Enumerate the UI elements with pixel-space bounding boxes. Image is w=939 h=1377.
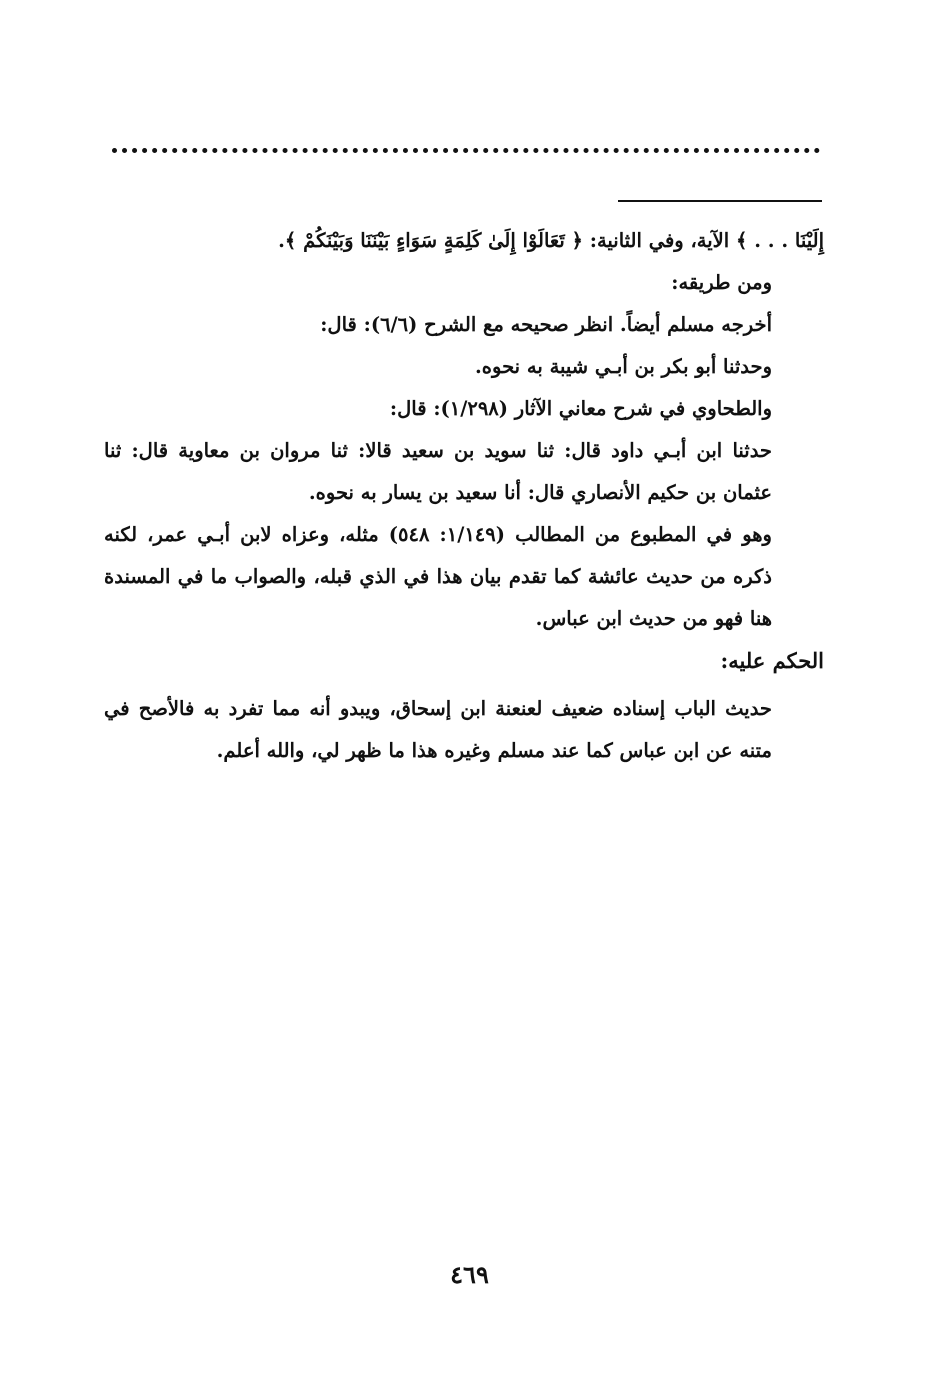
section-heading-ruling: الحكم عليه: xyxy=(720,648,824,673)
footnote-rule xyxy=(618,200,822,202)
paragraph-isnad: حدثنا ابن أبـي داود قال: ثنا سويد بن سعيد قالا: ثنا مروان بن معاوية قال: ثنا عثمان بن حكيم الأنصاري قال: أنا سعيد بن يسار به نحوه. xyxy=(104,439,772,504)
paragraph-from-its-path: ومن طريقه: xyxy=(671,271,772,294)
paragraph-matalib: وهو في المطبوع من المطالب (١/١٤٩: ٥٤٨) مثله، وعزاه لابن أبـي عمر، لكنه ذكره من حديث عائشة كما تقدم بيان هذا في الذي قبله، والصواب ما في المسندة هنا فهو من حديث ابن عباس. xyxy=(104,523,772,630)
line-quran-reference xyxy=(104,220,824,262)
line-prefix: إِلَيْنَا . . . ﴾ الآية، وفي الثانية: xyxy=(582,229,824,252)
paragraph-abu-bakr: وحدثنا أبو بكر بن أبـي شيبة به نحوه. xyxy=(475,355,772,378)
page-number: ٤٦٩ xyxy=(450,1260,489,1289)
paragraph-tahawi: والطحاوي في شرح معاني الآثار (١/٢٩٨): قال: xyxy=(389,397,772,420)
quran-verse: ﴿ تَعَالَوْا إِلَىٰ كَلِمَةٍ سَوَاءٍ بَيْنَنَا وَبَيْنَكُمْ ﴾ xyxy=(284,229,583,252)
paragraph-ruling: حديث الباب إسناده ضعيف لعنعنة ابن إسحاق، ويبدو أنه مما تفرد به فالأصح في متنه عن ابن عباس كما عند مسلم وغيره هذا ما ظهر لي، والله أعلم. xyxy=(104,697,772,762)
paragraph-muslim: أخرجه مسلم أيضاً. انظر صحيحه مع الشرح (٦/٦): قال: xyxy=(320,313,772,336)
main-text xyxy=(104,220,824,772)
line-suffix: . xyxy=(278,229,285,252)
dotted-separator xyxy=(112,148,820,153)
